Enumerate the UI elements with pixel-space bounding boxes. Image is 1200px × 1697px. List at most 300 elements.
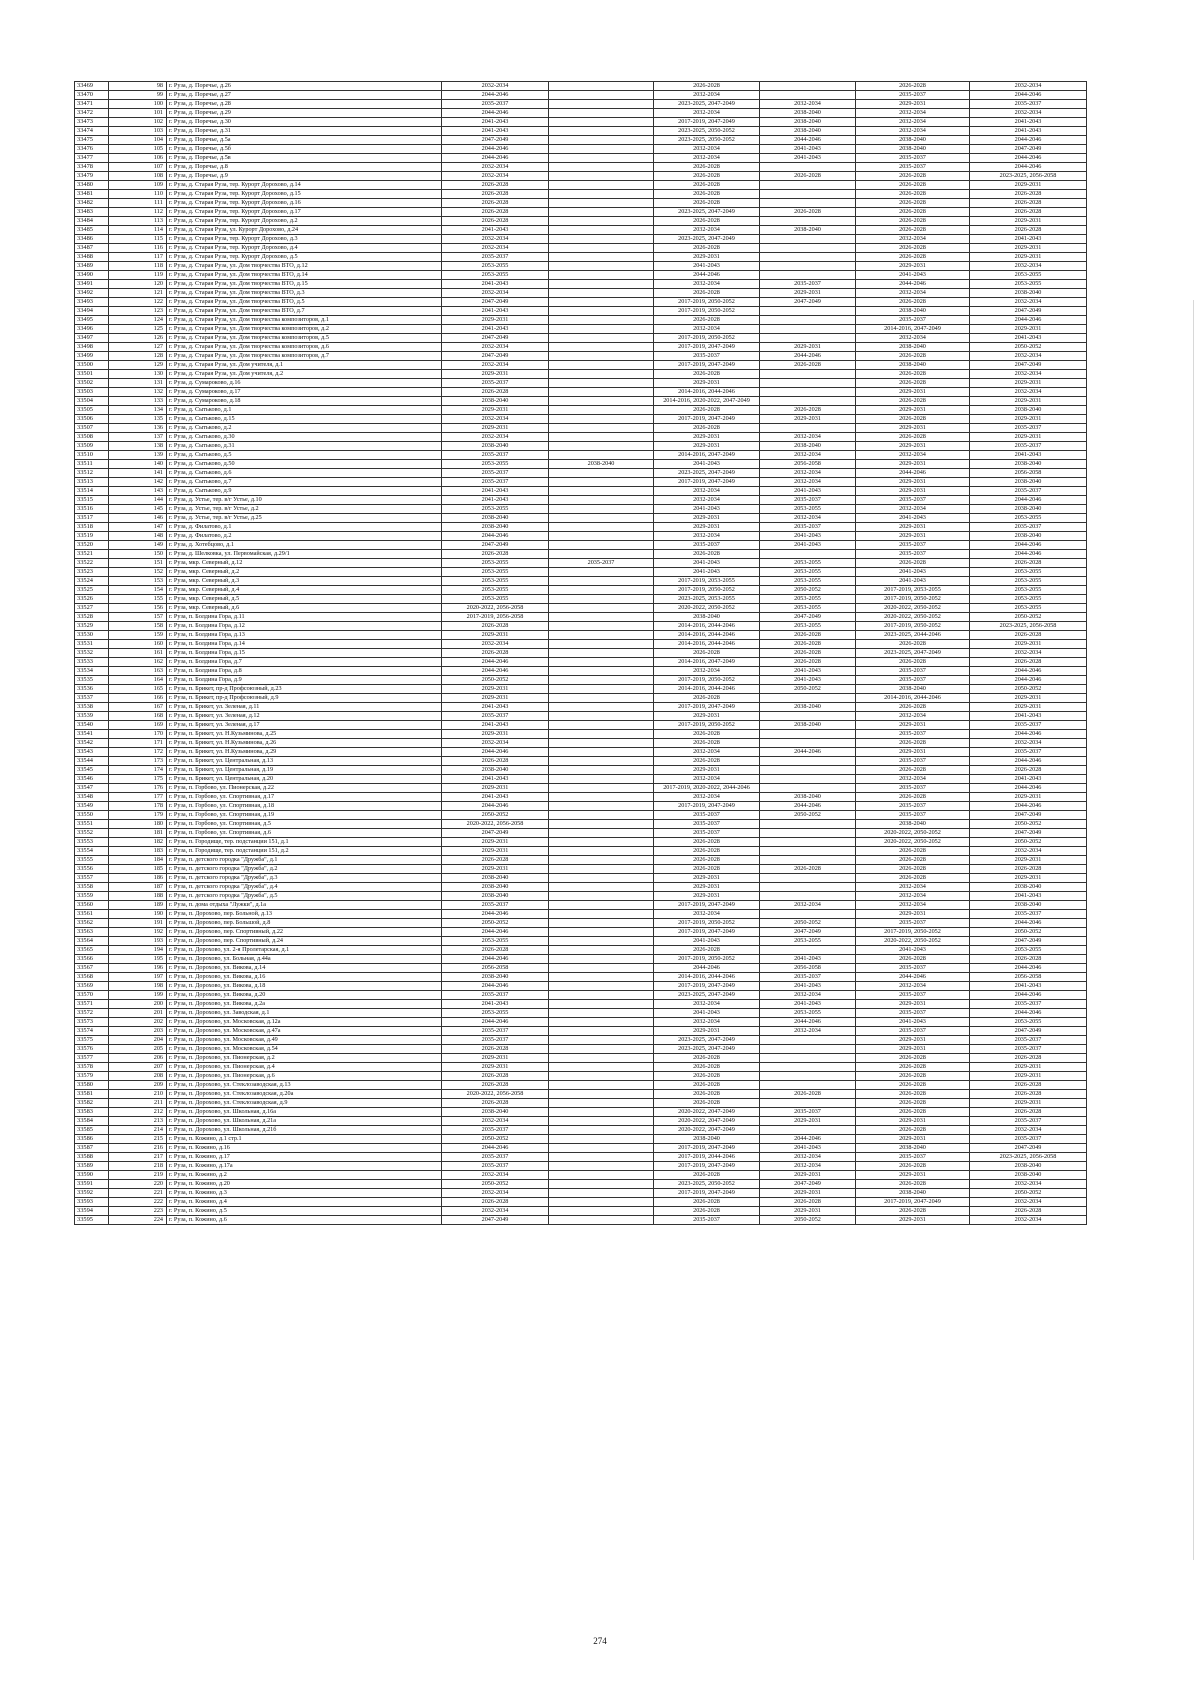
table-row [75, 1198, 1087, 1207]
period-col-6-cell: 2053-2055 [970, 604, 1087, 613]
period-col-5-cell: 2026-2028 [856, 226, 970, 235]
item-number-cell: 115 [109, 235, 167, 244]
address-cell: г. Руза, п. Дорохово, ул. Викова, д.14 [167, 964, 442, 973]
item-number-cell: 128 [109, 352, 167, 361]
address-cell: г. Руза, д. Устье, тер. в/г Устье, д.2 [167, 505, 442, 514]
period-col-4-cell [760, 424, 856, 433]
period-col-4-cell [760, 739, 856, 748]
period-col-5-cell: 2029-2031 [856, 424, 970, 433]
period-col-5-cell: 2026-2028 [856, 397, 970, 406]
item-number-cell: 175 [109, 775, 167, 784]
period-col-1-cell: 2044-2046 [442, 955, 549, 964]
period-col-3-cell: 2023-2025, 2047-2049 [654, 1045, 760, 1054]
period-col-5-cell: 2044-2046 [856, 280, 970, 289]
address-cell: г. Руза, п. Болдина Гора, д.12 [167, 622, 442, 631]
period-col-1-cell: 2044-2046 [442, 532, 549, 541]
address-cell: г. Руза, д. Старая Руза, тер. Курорт Дорохово, д.17 [167, 208, 442, 217]
record-id-cell: 33592 [75, 1189, 109, 1198]
address-cell: г. Руза, п. детского городка "Дружба", д.1 [167, 856, 442, 865]
table-row [75, 397, 1087, 406]
period-col-3-cell: 2023-2025, 2053-2055 [654, 595, 760, 604]
item-number-cell: 216 [109, 1144, 167, 1153]
period-col-5-cell: 2026-2028 [856, 181, 970, 190]
table-row [75, 973, 1087, 982]
record-id-cell: 33535 [75, 676, 109, 685]
period-col-6-cell: 2044-2046 [970, 316, 1087, 325]
period-col-4-cell [760, 262, 856, 271]
period-col-6-cell: 2041-2043 [970, 334, 1087, 343]
period-col-4-cell: 2029-2031 [760, 1171, 856, 1180]
item-number-cell: 199 [109, 991, 167, 1000]
address-cell: г. Руза, п. детского городка "Дружба", д.3 [167, 874, 442, 883]
period-col-1-cell: 2026-2028 [442, 856, 549, 865]
item-number-cell: 163 [109, 667, 167, 676]
period-col-6-cell: 2044-2046 [970, 541, 1087, 550]
period-col-1-cell: 2050-2052 [442, 1180, 549, 1189]
table-row [75, 721, 1087, 730]
period-col-5-cell: 2026-2028 [856, 217, 970, 226]
period-col-5-cell: 2026-2028 [856, 865, 970, 874]
period-col-2-cell [549, 811, 654, 820]
period-col-3-cell: 2029-2031 [654, 253, 760, 262]
period-col-1-cell: 2041-2043 [442, 1000, 549, 1009]
item-number-cell: 117 [109, 253, 167, 262]
period-col-3-cell: 2017-2019, 2047-2049 [654, 1162, 760, 1171]
period-col-1-cell: 2044-2046 [442, 154, 549, 163]
period-col-6-cell: 2047-2049 [970, 811, 1087, 820]
period-col-2-cell [549, 487, 654, 496]
period-col-3-cell: 2032-2034 [654, 487, 760, 496]
period-col-5-cell: 2035-2037 [856, 964, 970, 973]
address-cell: г. Руза, п. Болдина Гора, д.7 [167, 658, 442, 667]
period-col-1-cell: 2053-2055 [442, 460, 549, 469]
address-cell: г. Руза, п. Дорохово, ул. Московская, д.12а [167, 1018, 442, 1027]
table-row [75, 892, 1087, 901]
item-number-cell: 191 [109, 919, 167, 928]
period-col-1-cell: 2041-2043 [442, 793, 549, 802]
period-col-3-cell: 2032-2034 [654, 109, 760, 118]
period-col-2-cell [549, 226, 654, 235]
period-col-5-cell: 2029-2031 [856, 748, 970, 757]
table-row [75, 190, 1087, 199]
address-cell: г. Руза, д. Старая Руза, ул. Дом творчества композиторов, д.7 [167, 352, 442, 361]
period-col-6-cell: 2044-2046 [970, 784, 1087, 793]
period-col-6-cell: 2053-2055 [970, 271, 1087, 280]
address-cell: г. Руза, п. Горбово, ул. Спортивная, д.5 [167, 820, 442, 829]
table-row [75, 964, 1087, 973]
period-col-2-cell [549, 1045, 654, 1054]
period-col-1-cell: 2041-2043 [442, 487, 549, 496]
period-col-3-cell: 2017-2019, 2047-2049 [654, 982, 760, 991]
period-col-2-cell [549, 1126, 654, 1135]
period-col-4-cell: 2044-2046 [760, 748, 856, 757]
address-cell: г. Руза, п. Дорохово, ул. Пионерская, д.2 [167, 1054, 442, 1063]
item-number-cell: 129 [109, 361, 167, 370]
period-col-5-cell: 2026-2028 [856, 766, 970, 775]
table-row [75, 730, 1087, 739]
table-row [75, 1126, 1087, 1135]
address-cell: г. Руза, мкр. Северный, д.6 [167, 604, 442, 613]
item-number-cell: 114 [109, 226, 167, 235]
record-id-cell: 33541 [75, 730, 109, 739]
period-col-2-cell [549, 865, 654, 874]
period-col-5-cell: 2032-2034 [856, 892, 970, 901]
address-cell: г. Руза, п. Брикет, ул. Н.Кузьминова, д.29 [167, 748, 442, 757]
period-col-4-cell [760, 712, 856, 721]
address-cell: г. Руза, д. Сумароково, д.16 [167, 379, 442, 388]
record-id-cell: 33499 [75, 352, 109, 361]
address-cell: г. Руза, п. Болдина Гора, д.14 [167, 640, 442, 649]
address-cell: г. Руза, д. Старая Руза, тер. Курорт Дорохово, д.2 [167, 217, 442, 226]
period-col-2-cell [549, 415, 654, 424]
period-col-6-cell: 2044-2046 [970, 550, 1087, 559]
period-col-6-cell: 2029-2031 [970, 703, 1087, 712]
period-col-6-cell: 2026-2028 [970, 190, 1087, 199]
period-col-4-cell: 2041-2043 [760, 955, 856, 964]
period-col-5-cell: 2026-2028 [856, 874, 970, 883]
period-col-6-cell: 2026-2028 [970, 208, 1087, 217]
table-row [75, 100, 1087, 109]
period-col-5-cell: 2029-2031 [856, 910, 970, 919]
table-row [75, 676, 1087, 685]
period-col-5-cell: 2041-2043 [856, 577, 970, 586]
item-number-cell: 108 [109, 172, 167, 181]
record-id-cell: 33545 [75, 766, 109, 775]
item-number-cell: 116 [109, 244, 167, 253]
table-row [75, 370, 1087, 379]
period-col-5-cell: 2026-2028 [856, 793, 970, 802]
period-col-1-cell: 2032-2034 [442, 1207, 549, 1216]
period-col-4-cell: 2047-2049 [760, 928, 856, 937]
table-row [75, 865, 1087, 874]
period-col-1-cell: 2029-2031 [442, 316, 549, 325]
period-col-6-cell: 2035-2037 [970, 100, 1087, 109]
period-col-3-cell: 2026-2028 [654, 1171, 760, 1180]
period-col-4-cell: 2026-2028 [760, 658, 856, 667]
period-col-6-cell: 2056-2058 [970, 973, 1087, 982]
address-cell: г. Руза, п. Дорохово, пер. Больной, д.13 [167, 910, 442, 919]
record-id-cell: 33488 [75, 253, 109, 262]
period-col-3-cell: 2014-2016, 2044-2046 [654, 640, 760, 649]
period-col-4-cell: 2041-2043 [760, 1144, 856, 1153]
period-col-6-cell: 2044-2046 [970, 91, 1087, 100]
period-col-4-cell: 2032-2034 [760, 1162, 856, 1171]
period-col-5-cell: 2032-2034 [856, 712, 970, 721]
period-col-5-cell: 2026-2028 [856, 190, 970, 199]
address-cell: г. Руза, д. Старая Руза, ул. Курорт Дорохово, д.24 [167, 226, 442, 235]
period-col-5-cell: 2035-2037 [856, 784, 970, 793]
period-col-2-cell [549, 1063, 654, 1072]
record-id-cell: 33525 [75, 586, 109, 595]
period-col-6-cell: 2041-2043 [970, 451, 1087, 460]
period-col-3-cell: 2041-2043 [654, 1009, 760, 1018]
period-col-5-cell: 2017-2019, 2050-2052 [856, 595, 970, 604]
address-cell: г. Руза, п. Брикет, ул. Н.Кузьминова, д.26 [167, 739, 442, 748]
table-row [75, 379, 1087, 388]
table-row [75, 874, 1087, 883]
period-col-3-cell: 2035-2037 [654, 829, 760, 838]
record-id-cell: 33493 [75, 298, 109, 307]
period-col-6-cell: 2035-2037 [970, 1000, 1087, 1009]
address-cell: г. Руза, д. Старая Руза, тер. Курорт Дорохово, д.3 [167, 235, 442, 244]
address-cell: г. Руза, д. Старая Руза, ул. Дом творчества ВТО, д.5 [167, 298, 442, 307]
record-id-cell: 33573 [75, 1018, 109, 1027]
address-cell: г. Руза, д. Старая Руза, ул. Дом творчества ВТО, д.7 [167, 307, 442, 316]
period-col-2-cell [549, 1198, 654, 1207]
period-col-1-cell: 2044-2046 [442, 1018, 549, 1027]
period-col-6-cell: 2047-2049 [970, 1144, 1087, 1153]
period-col-5-cell: 2014-2016, 2044-2046 [856, 694, 970, 703]
record-id-cell: 33503 [75, 388, 109, 397]
record-id-cell: 33532 [75, 649, 109, 658]
period-col-5-cell: 2032-2034 [856, 505, 970, 514]
period-col-4-cell: 2053-2055 [760, 937, 856, 946]
item-number-cell: 98 [109, 82, 167, 91]
address-cell: г. Руза, п. Дорохово, ул. Стеклозаводская, д.9 [167, 1099, 442, 1108]
period-col-2-cell [549, 1153, 654, 1162]
period-col-1-cell: 2041-2043 [442, 118, 549, 127]
period-col-2-cell [549, 478, 654, 487]
period-col-5-cell: 2026-2028 [856, 433, 970, 442]
period-col-3-cell: 2026-2028 [654, 289, 760, 298]
period-col-5-cell: 2026-2028 [856, 847, 970, 856]
period-col-1-cell: 2053-2055 [442, 937, 549, 946]
period-col-4-cell: 2035-2037 [760, 496, 856, 505]
item-number-cell: 153 [109, 577, 167, 586]
period-col-5-cell: 2017-2019, 2047-2049 [856, 1198, 970, 1207]
period-col-6-cell: 2044-2046 [970, 496, 1087, 505]
period-col-3-cell: 2035-2037 [654, 811, 760, 820]
address-cell: г. Руза, д. Поречье, д.28 [167, 100, 442, 109]
table-row [75, 1171, 1087, 1180]
record-id-cell: 33483 [75, 208, 109, 217]
item-number-cell: 120 [109, 280, 167, 289]
period-col-5-cell: 2029-2031 [856, 1171, 970, 1180]
table-row [75, 1135, 1087, 1144]
address-cell: г. Руза, д. Старая Руза, ул. Дом творчества ВТО, д.12 [167, 262, 442, 271]
period-col-2-cell [549, 1018, 654, 1027]
address-cell: г. Руза, п. Болдина Гора, д.15 [167, 649, 442, 658]
period-col-4-cell: 2053-2055 [760, 622, 856, 631]
period-col-4-cell [760, 1054, 856, 1063]
period-col-4-cell: 2044-2046 [760, 802, 856, 811]
period-col-5-cell: 2026-2028 [856, 1180, 970, 1189]
period-col-5-cell: 2026-2028 [856, 1072, 970, 1081]
period-col-2-cell [549, 613, 654, 622]
period-col-3-cell: 2026-2028 [654, 181, 760, 190]
period-col-2-cell [549, 397, 654, 406]
period-col-6-cell: 2038-2040 [970, 460, 1087, 469]
period-col-3-cell: 2026-2028 [654, 82, 760, 91]
period-col-2-cell [549, 820, 654, 829]
period-col-1-cell: 2026-2028 [442, 199, 549, 208]
period-col-1-cell: 2032-2034 [442, 415, 549, 424]
period-col-2-cell: 2035-2037 [549, 559, 654, 568]
period-col-4-cell: 2026-2028 [760, 172, 856, 181]
period-col-4-cell: 2026-2028 [760, 1090, 856, 1099]
period-col-6-cell: 2053-2055 [970, 946, 1087, 955]
item-number-cell: 146 [109, 514, 167, 523]
period-col-5-cell: 2026-2028 [856, 1090, 970, 1099]
address-cell: г. Руза, д. Сытьково, д.30 [167, 433, 442, 442]
period-col-6-cell: 2047-2049 [970, 829, 1087, 838]
table-row [75, 532, 1087, 541]
period-col-1-cell: 2026-2028 [442, 622, 549, 631]
period-col-6-cell: 2026-2028 [970, 1108, 1087, 1117]
period-col-5-cell: 2035-2037 [856, 919, 970, 928]
period-col-4-cell: 2044-2046 [760, 352, 856, 361]
table-row [75, 442, 1087, 451]
period-col-4-cell: 2044-2046 [760, 1135, 856, 1144]
period-col-3-cell: 2041-2043 [654, 937, 760, 946]
record-id-cell: 33527 [75, 604, 109, 613]
table-row [75, 352, 1087, 361]
table-row [75, 217, 1087, 226]
period-col-1-cell: 2032-2034 [442, 739, 549, 748]
item-number-cell: 222 [109, 1198, 167, 1207]
period-col-2-cell [549, 982, 654, 991]
period-col-4-cell: 2050-2052 [760, 919, 856, 928]
period-col-2-cell [549, 694, 654, 703]
period-col-1-cell: 2053-2055 [442, 568, 549, 577]
item-number-cell: 200 [109, 1000, 167, 1009]
period-col-5-cell: 2035-2037 [856, 316, 970, 325]
period-col-1-cell: 2038-2040 [442, 442, 549, 451]
period-col-2-cell [549, 604, 654, 613]
period-col-2-cell [549, 280, 654, 289]
period-col-5-cell: 2026-2028 [856, 703, 970, 712]
period-col-6-cell: 2038-2040 [970, 1162, 1087, 1171]
table-row [75, 748, 1087, 757]
period-col-1-cell: 2029-2031 [442, 370, 549, 379]
table-row [75, 622, 1087, 631]
period-col-6-cell: 2029-2031 [970, 217, 1087, 226]
period-col-5-cell: 2041-2043 [856, 946, 970, 955]
item-number-cell: 142 [109, 478, 167, 487]
period-col-3-cell: 2017-2019, 2050-2052 [654, 919, 760, 928]
period-col-4-cell: 2047-2049 [760, 1180, 856, 1189]
period-col-5-cell: 2032-2034 [856, 109, 970, 118]
address-cell: г. Руза, п. Дорохово, ул. Московская, д.49 [167, 1036, 442, 1045]
record-id-cell: 33481 [75, 190, 109, 199]
table-row [75, 1090, 1087, 1099]
period-col-4-cell: 2053-2055 [760, 595, 856, 604]
item-number-cell: 126 [109, 334, 167, 343]
period-col-2-cell [549, 190, 654, 199]
period-col-5-cell: 2029-2031 [856, 478, 970, 487]
period-col-4-cell: 2029-2031 [760, 1207, 856, 1216]
table-row [75, 910, 1087, 919]
period-col-4-cell: 2026-2028 [760, 631, 856, 640]
period-col-6-cell: 2029-2031 [970, 640, 1087, 649]
address-cell: г. Руза, д. Старая Руза, тер. Курорт Дорохово, д.5 [167, 253, 442, 262]
period-col-6-cell: 2044-2046 [970, 919, 1087, 928]
record-id-cell: 33489 [75, 262, 109, 271]
period-col-6-cell: 2026-2028 [970, 559, 1087, 568]
period-col-5-cell: 2044-2046 [856, 973, 970, 982]
period-col-5-cell: 2026-2028 [856, 208, 970, 217]
period-col-1-cell: 2032-2034 [442, 235, 549, 244]
period-col-4-cell: 2035-2037 [760, 973, 856, 982]
address-cell: г. Руза, д. Поречье, д.5в [167, 154, 442, 163]
period-col-3-cell: 2029-2031 [654, 514, 760, 523]
period-col-3-cell: 2035-2037 [654, 820, 760, 829]
period-col-2-cell [549, 334, 654, 343]
period-col-3-cell: 2026-2028 [654, 1207, 760, 1216]
period-col-1-cell: 2029-2031 [442, 865, 549, 874]
record-id-cell: 33514 [75, 487, 109, 496]
period-col-3-cell: 2032-2034 [654, 775, 760, 784]
period-col-5-cell: 2035-2037 [856, 991, 970, 1000]
item-number-cell: 188 [109, 892, 167, 901]
period-col-5-cell: 2026-2028 [856, 370, 970, 379]
record-id-cell: 33487 [75, 244, 109, 253]
period-col-5-cell: 2026-2028 [856, 1063, 970, 1072]
item-number-cell: 143 [109, 487, 167, 496]
record-id-cell: 33551 [75, 820, 109, 829]
period-col-1-cell: 2047-2049 [442, 1216, 549, 1225]
item-number-cell: 181 [109, 829, 167, 838]
period-col-4-cell: 2026-2028 [760, 406, 856, 415]
period-col-6-cell: 2050-2052 [970, 685, 1087, 694]
period-col-6-cell: 2044-2046 [970, 676, 1087, 685]
table-row [75, 487, 1087, 496]
item-number-cell: 137 [109, 433, 167, 442]
table-row [75, 361, 1087, 370]
record-id-cell: 33518 [75, 523, 109, 532]
address-cell: г. Руза, д. Старая Руза, тер. Курорт Дорохово, д.4 [167, 244, 442, 253]
address-cell: г. Руза, п. Кожино, д.17 [167, 1153, 442, 1162]
record-id-cell: 33505 [75, 406, 109, 415]
period-col-6-cell: 2035-2037 [970, 748, 1087, 757]
period-col-3-cell: 2017-2019, 2047-2049 [654, 1189, 760, 1198]
address-cell: г. Руза, д. Старая Руза, ул. Дом творчества ВТО, д.15 [167, 280, 442, 289]
period-col-4-cell: 2047-2049 [760, 298, 856, 307]
register-table [74, 81, 1087, 1225]
period-col-1-cell: 2038-2040 [442, 397, 549, 406]
period-col-3-cell: 2026-2028 [654, 1054, 760, 1063]
period-col-3-cell: 2014-2016, 2044-2046 [654, 622, 760, 631]
item-number-cell: 106 [109, 154, 167, 163]
address-cell: г. Руза, п. Городище, тер. подстанции 151, д.1 [167, 838, 442, 847]
period-col-1-cell: 2026-2028 [442, 217, 549, 226]
period-col-6-cell: 2032-2034 [970, 262, 1087, 271]
period-col-4-cell: 2038-2040 [760, 793, 856, 802]
period-col-5-cell: 2026-2028 [856, 739, 970, 748]
table-row [75, 253, 1087, 262]
period-col-1-cell: 2029-2031 [442, 1063, 549, 1072]
period-col-2-cell [549, 1207, 654, 1216]
period-col-3-cell: 2017-2019, 2047-2049 [654, 415, 760, 424]
period-col-3-cell: 2032-2034 [654, 1018, 760, 1027]
period-col-2-cell [549, 352, 654, 361]
period-col-4-cell [760, 370, 856, 379]
address-cell: г. Руза, д. Старая Руза, ул. Дом учителя, д.1 [167, 361, 442, 370]
table-row [75, 451, 1087, 460]
period-col-6-cell: 2026-2028 [970, 955, 1087, 964]
record-id-cell: 33482 [75, 199, 109, 208]
table-row [75, 847, 1087, 856]
period-col-6-cell: 2044-2046 [970, 163, 1087, 172]
table-row [75, 1072, 1087, 1081]
item-number-cell: 177 [109, 793, 167, 802]
record-id-cell: 33523 [75, 568, 109, 577]
period-col-2-cell [549, 712, 654, 721]
item-number-cell: 223 [109, 1207, 167, 1216]
period-col-1-cell: 2029-2031 [442, 631, 549, 640]
period-col-5-cell: 2029-2031 [856, 388, 970, 397]
address-cell: г. Руза, п. Кожино, д.5 [167, 1207, 442, 1216]
